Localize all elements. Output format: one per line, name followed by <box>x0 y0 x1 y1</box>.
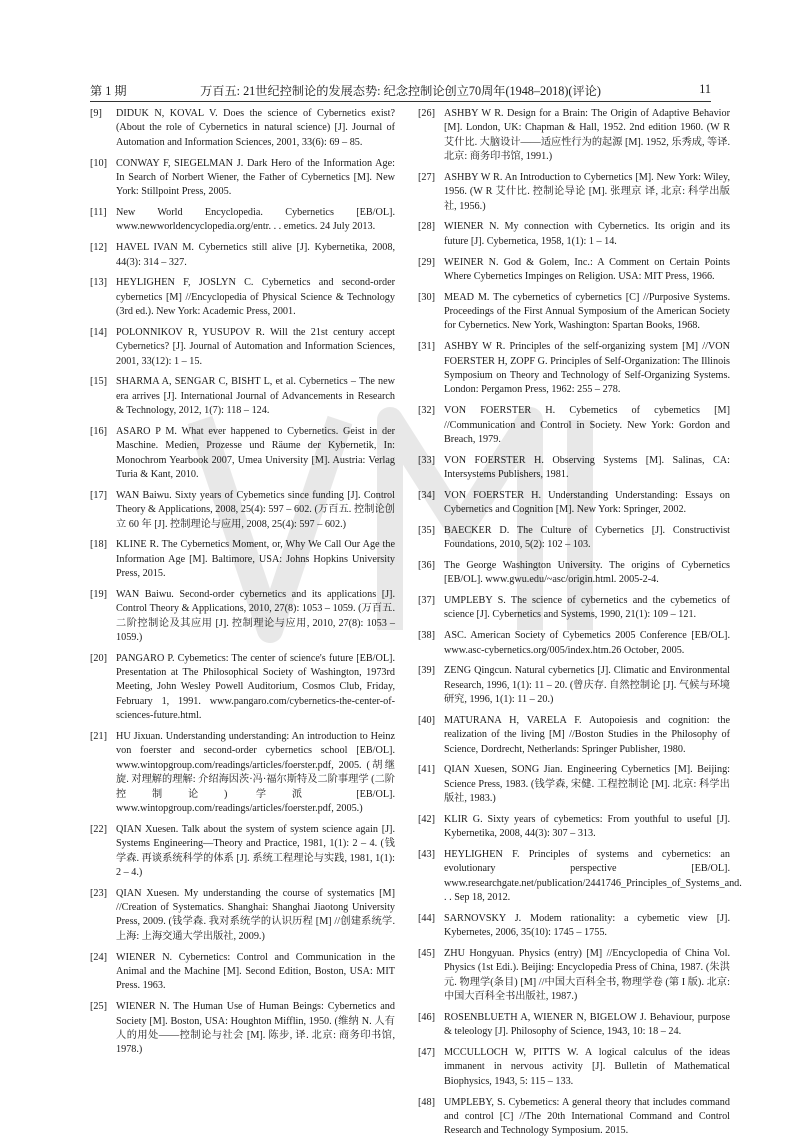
reference-number: [27] <box>418 171 435 183</box>
reference-entry <box>90 157 395 200</box>
reference-number: [29] <box>418 256 435 268</box>
reference-entry <box>90 107 395 150</box>
reference-text: CONWAY F, SIEGELMAN J. Dark Hero of the Information Age: In Search of Norbert Wiener, the Father of Cybernetics [M]. New York: Stillpoint Press, 2005. <box>116 157 395 198</box>
reference-text: PANGARO P. Cybemetics: The center of science's future [EB/OL]. Presentation at The Philosophical Society of Washington, 1973rd Meeting, John Wesley Powell Auditorium, Cosmos Club, Friday, February 1, 1991. www.pangaro.com/cybernetics-the-center-of-sciences-future.html. <box>116 652 395 722</box>
reference-entry <box>90 425 395 483</box>
reference-text: QIAN Xuesen. Talk about the system of system science again [J]. Systems Engineering—Theory and Practice, 1981, 1(1): 2 – 4. (钱学森. 再谈系统科学的体系 [J]. 系统工程理论与实践, 1981, 1(1): 2 – 4.) <box>116 823 395 878</box>
reference-number: [33] <box>418 454 435 466</box>
reference-entry <box>90 951 395 994</box>
reference-text: KLINE R. The Cybernetics Moment, or, Why We Call Our Age the Information Age [M]. Baltimore, USA: Johns Hopkins University Press, 2015. <box>116 539 395 580</box>
reference-entry <box>418 1096 730 1139</box>
reference-entry <box>90 326 395 369</box>
reference-entry <box>418 256 730 285</box>
reference-number: [21] <box>90 731 107 742</box>
reference-entry <box>418 848 742 906</box>
reference-text: ASHBY W R. Principles of the self-organizing system [M] //VON FOERSTER H, ZOPF G. Principles of Self-Organization: The Illinois Symposium on Theory and Technology of Self-Organizing Systems. London: Pergamon Press, 1962: 255 – 278. <box>444 341 730 396</box>
reference-text: MEAD M. The cybernetics of cybernetics [C] //Purposive Systems. Proceedings of the First Annual Symposium of the American Society for Cybernetics. New York, Washington: Spartan Books, 1968. <box>444 291 730 332</box>
reference-entry <box>418 220 730 249</box>
reference-entry <box>418 171 730 214</box>
reference-number: [36] <box>418 559 435 571</box>
running-header <box>90 82 711 100</box>
reference-text: VON FOERSTER H. Cybemetics of cybemetics [M] //Communication and Control in Society. New York: Gordon and Breach, 1979. <box>444 405 730 445</box>
reference-number: [35] <box>418 524 435 536</box>
reference-text: MATURANA H, VARELA F. Autopoiesis and cognition: the realization of the living [M] //Boston Studies in the Philosophy of Science, Dordrecht, Netherlands: Springer Publisher, 1980. <box>444 714 730 755</box>
reference-number: [43] <box>418 848 435 860</box>
reference-entry <box>418 594 730 623</box>
reference-text: ZENG Qingcun. Natural cybernetics [J]. Climatic and Environmental Research, 1996, 1(1): 11 – 20. (曾庆存. 自然控制论 [J]. 气候与环境研究, 1996, 1(1): 11 – 20.) <box>444 665 730 706</box>
reference-text: ROSENBLUETH A, WIENER N, BIGELOW J. Behaviour, purpose & teleology [J]. Philosophy of Science, 1943, 10: 18 – 24. <box>444 1011 730 1038</box>
reference-text: New World Encyclopedia. Cybernetics [EB/OL]. www.newworldencyclopedia.org/entr. . . emetics. 24 July 2013. <box>116 207 395 233</box>
reference-text: ZHU Hongyuan. Physics (entry) [M] //Encyclopedia of China Vol. Physics (1st Edi.). Beijing: Encyclopedia Press of China, 1987. (朱洪元. 物理学(条目) [M] //中国大百科全书, 物理学卷 (第 I 版). 北京: 中国大百科全书出版社, 1987.) <box>444 947 730 1003</box>
reference-text: ASHBY W R. An Introduction to Cybernetics [M]. New York: Wiley, 1956. (W R 艾什比. 控制论导论 [M]. 张理京 译, 北京: 科学出版社, 1956.) <box>444 171 730 212</box>
reference-text: BAECKER D. The Culture of Cybernetics [J]. Constructivist Foundations, 2010, 5(2): 102 – 103. <box>444 524 730 551</box>
reference-text: WIENER N. The Human Use of Human Beings: Cybernetics and Society [M]. Boston, USA: Houghton Mifflin, 1950. (维纳 N. 人有人的用处——控制论与社会 [M]. 陈步, 译. 北京: 商务印书馆, 1978.) <box>116 1001 395 1056</box>
reference-text: WEINER N. God & Golem, Inc.: A Comment on Certain Points Where Cybernetics Impinges on Religion. USA: MIT Press, 1966. <box>444 256 730 282</box>
reference-text: ASARO P M. What ever happened to Cybernetics. Geist in der Maschine. Medien, Prozesse und Räume der Kybernetik, In: Monochrom Yearbook 2007, Umea University [M]. Austria: Verlag Turia & Kant, 2010. <box>116 425 395 481</box>
reference-entry <box>418 912 730 941</box>
page-number: 11 <box>699 82 711 96</box>
reference-number: [44] <box>418 912 435 924</box>
reference-number: [23] <box>90 887 107 899</box>
reference-text: VON FOERSTER H. Observing Systems [M]. Salinas, CA: Intersystems Publishers, 1981. <box>444 454 730 481</box>
reference-entry <box>418 947 730 1005</box>
reference-number: [38] <box>418 630 435 642</box>
reference-entry <box>418 714 730 757</box>
reference-entry <box>90 887 395 945</box>
reference-text: ASC. American Society of Cybemetics 2005 Conference [EB/OL]. www.asc-cybernetics.org/005/index.htm.26 October, 2005. <box>444 630 730 656</box>
reference-number: [48] <box>418 1096 435 1108</box>
reference-entry <box>418 629 730 658</box>
reference-text: HEYLIGHEN F, JOSLYN C. Cybernetics and second-order cybernetics [M] //Encyclopedia of Physical Science & Technology (3rd ed.). New York: Academic Press, 2001. <box>116 277 395 318</box>
header-rule <box>90 101 711 102</box>
reference-entry <box>90 489 395 532</box>
reference-text: DIDUK N, KOVAL V. Does the science of Cybernetics exist? (About the role of Cybernetics in natural science) [J]. Journal of Automation and Information Sciences, 2001, 33(6): 69 – 85. <box>116 108 395 148</box>
reference-text: WIENER N. My connection with Cybernetics. Its origin and its future [J]. Cybernetica, 1958, 1(1): 1 – 14. <box>444 221 730 247</box>
reference-entry <box>90 241 395 270</box>
reference-entry <box>90 375 395 418</box>
reference-number: [40] <box>418 714 435 726</box>
reference-entry <box>90 538 395 581</box>
reference-entry <box>90 823 395 881</box>
reference-number: [12] <box>90 242 107 254</box>
reference-entry <box>418 559 730 588</box>
reference-entry <box>90 730 395 816</box>
reference-text: UMPLEBY, S. Cybemetics: A general theory that includes command and control [C] //The 20th International Command and Control Research and Technology Symposium. 2015. <box>444 1096 730 1137</box>
references-left-column <box>90 107 395 1064</box>
reference-text: QIAN Xuesen. My understanding the course of systematics [M] //Creation of Systematics. Shanghai: Shanghai Jiaotong University Press, 2009. (钱学森. 我对系统学的认识历程 [M] //创建系统学. 上海: 上海交通大学出版社, 2009.) <box>116 887 395 942</box>
reference-number: [19] <box>90 588 107 600</box>
reference-text: HAVEL IVAN M. Cybernetics still alive [J]. Kybernetika, 2008, 44(3): 314 – 327. <box>116 242 395 268</box>
reference-number: [31] <box>418 341 435 353</box>
reference-number: [28] <box>418 221 435 233</box>
reference-entry <box>90 588 395 646</box>
reference-number: [42] <box>418 813 435 825</box>
reference-entry <box>418 291 730 334</box>
reference-text: WIENER N. Cybernetics: Control and Communication in the Animal and the Machine [M]. Second Edition, Boston, USA: MIT Press. 1963. <box>116 951 395 992</box>
reference-text: WAN Baiwu. Second-order cybernetics and its applications [J]. Control Theory & Applications, 2010, 27(8): 1053 – 1059. (万百五. 二阶控制论及其应用 [J]. 控制理论与应用, 2010, 27(8): 1053 – 1059.) <box>116 588 395 643</box>
reference-entry <box>418 489 730 518</box>
reference-entry <box>418 340 730 398</box>
reference-entry <box>418 454 730 483</box>
reference-number: [32] <box>418 405 435 417</box>
reference-number: [9] <box>90 108 102 119</box>
reference-number: [30] <box>418 291 435 303</box>
reference-text: POLONNIKOV R, YUSUPOV R. Will the 21st century accept Cybernetics? [J]. Journal of Automation and Information Sciences, 2001, 33(12): 1 – 15. <box>116 326 395 367</box>
reference-entry <box>90 276 395 319</box>
reference-number: [22] <box>90 823 107 835</box>
reference-number: [16] <box>90 425 107 437</box>
reference-number: [25] <box>90 1001 107 1013</box>
reference-number: [18] <box>90 539 107 551</box>
running-title: 万百五: 21世纪控制论的发展态势: 纪念控制论创立70周年(1948–2018)(评论) <box>200 84 601 98</box>
reference-number: [37] <box>418 595 435 607</box>
reference-number: [34] <box>418 489 435 501</box>
reference-number: [11] <box>90 207 107 219</box>
reference-text: HEYLIGHEN F. Principles of systems and cybernetics: an evolutionary perspective [EB/OL]. www.researchgate.net/publication/2441746_Principles_of_Systems_and. . . Sep 18, 2012. <box>444 848 742 904</box>
reference-text: WAN Baiwu. Sixty years of Cybemetics since funding [J]. Control Theory & Applications, 2008, 25(4): 597 – 602. (万百五. 控制论创立 60 年 [J]. 控制理论与应用, 2008, 25(4): 597 – 602.) <box>116 489 395 530</box>
issue-label: 第 1 期 <box>90 84 127 98</box>
reference-number: [10] <box>90 157 107 169</box>
reference-text: HU Jixuan. Understanding understanding: An introduction to Heinz von foerster and second-order cybernetics school [EB/OL]. www.wintopgroup.com/readings/articles/foerster.pdf, 2005. (胡继旋. 对理解的理解: 介绍海因茨·冯·福尔斯特及二阶事理学 (二阶控制论) 学派 [EB/OL]. www.wintopgroup.com/readings/articles/foerster.pdf, 2005.) <box>116 731 395 815</box>
reference-number: [47] <box>418 1046 435 1058</box>
reference-entry <box>418 813 730 842</box>
reference-text: SHARMA A, SENGAR C, BISHT L, et al. Cybernetics – The new era arrives [J]. International Journal of Advancements in Research & Technology, 2012, 1(7): 118 – 124. <box>116 376 395 417</box>
reference-text: QIAN Xuesen, SONG Jian. Engineering Cybernetics [M]. Beijing: Science Press, 1983. (钱学森, 宋健. 工程控制论 [M]. 北京: 科学出版社, 1983.) <box>444 764 730 805</box>
reference-number: [39] <box>418 665 435 677</box>
reference-text: SARNOVSKY J. Modem rationality: a cybemetic view [J]. Kybernetes, 2006, 35(10): 1745 – 1755. <box>444 912 730 939</box>
reference-number: [17] <box>90 489 107 501</box>
reference-number: [41] <box>418 764 435 776</box>
reference-entry <box>418 524 730 553</box>
reference-entry <box>418 763 730 806</box>
reference-text: UMPLEBY S. The science of cybernetics and the cybemetics of science [J]. Cybernetics and Systems, 1990, 21(1): 109 – 121. <box>444 595 730 621</box>
reference-entry <box>418 107 730 165</box>
reference-text: MCCULLOCH W, PITTS W. A logical calculus of the ideas immanent in nervous activity [J]. Bulletin of Mathematical Biophysics, 1943, 5: 115 – 133. <box>444 1046 730 1087</box>
reference-text: ASHBY W R. Design for a Brain: The Origin of Adaptive Behavior [M]. London, UK: Chapman & Hall, 1952. 2nd edition 1960. (W R 艾什比. 大脑设计——适应性行为的起源 [M]. 1952, 乐秀成, 等译. 北京: 商务印书馆, 1991.) <box>444 108 730 163</box>
reference-number: [14] <box>90 326 107 338</box>
reference-number: [24] <box>90 951 107 963</box>
reference-number: [26] <box>418 108 435 119</box>
reference-number: [20] <box>90 652 107 664</box>
reference-text: KLIR G. Sixty years of cybemetics: From youthful to useful [J]. Kybernetika, 2008, 44(3): 307 – 313. <box>444 813 730 840</box>
reference-entry <box>418 1011 730 1040</box>
reference-entry <box>90 206 395 235</box>
reference-text: VON FOERSTER H. Understanding Understanding: Essays on Cybernetics and Cognition [M]. New York: Springer, 2002. <box>444 489 730 516</box>
reference-number: [45] <box>418 947 435 959</box>
reference-number: [46] <box>418 1011 435 1023</box>
reference-number: [15] <box>90 376 107 388</box>
reference-number: [13] <box>90 277 107 289</box>
references-right-column <box>418 107 742 1145</box>
reference-entry <box>418 664 730 707</box>
reference-entry <box>418 404 730 447</box>
reference-entry <box>90 652 395 724</box>
reference-entry <box>418 1046 730 1089</box>
reference-text: The George Washington University. The origins of Cybernetics [EB/OL]. www.gwu.edu/~asc/origin.html. 2005-2-4. <box>444 559 730 586</box>
reference-entry <box>90 1000 395 1058</box>
